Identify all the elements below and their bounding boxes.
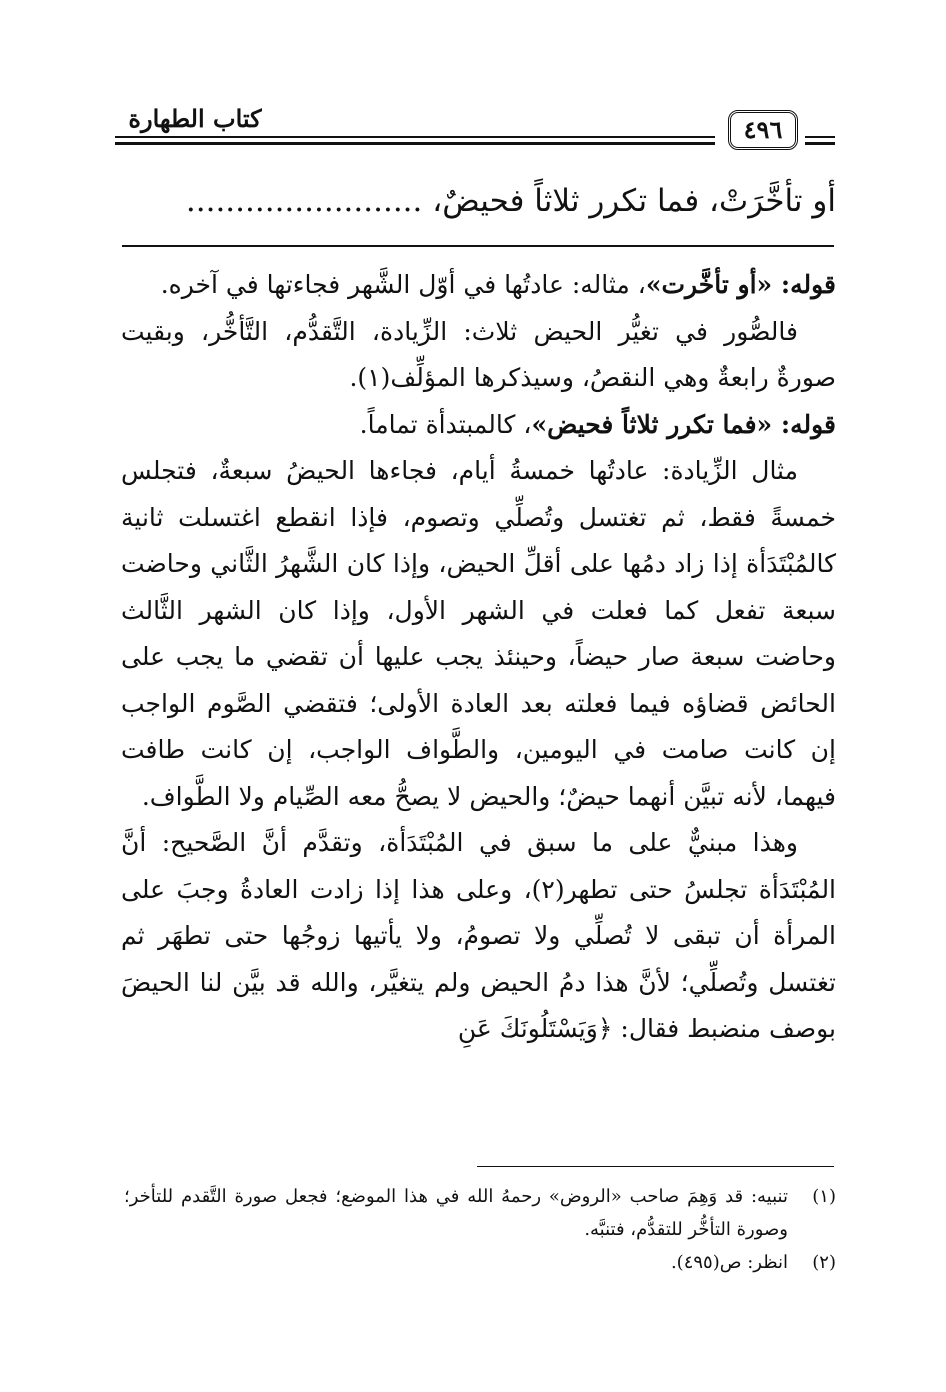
footnote bbox=[124, 1246, 836, 1279]
quoted-phrase: قوله: «أو تأخَّرت» bbox=[645, 270, 836, 299]
header-rule-right-top bbox=[805, 136, 835, 138]
footnote bbox=[124, 1180, 836, 1246]
footnote-number: (١) bbox=[812, 1186, 836, 1207]
page-number: ٤٩٦ bbox=[728, 110, 798, 150]
matn-separator bbox=[122, 245, 834, 247]
footnote-text: انظر: ص(٤٩٥). bbox=[670, 1252, 788, 1273]
paragraph: فالصُّور في تغيُّر الحيض ثلاث: الزِّيادة، التَّقدُّم، التَّأخُّر، وبقيت صورةٌ رابعةٌ وهي النقصُ، وسيذكرها المؤلِّف(١). bbox=[121, 316, 836, 392]
quoted-phrase: قوله: «فما تكرر ثلاثاً فحيض» bbox=[531, 409, 836, 439]
page-header bbox=[115, 96, 835, 166]
paragraph-text: ، كالمبتدأة تماماً. bbox=[359, 409, 532, 439]
header-rule-left-top bbox=[115, 136, 715, 138]
matn-line: أو تأخَّرَتْ، فما تكرر ثلاثاً فحيضٌ، ........................ bbox=[185, 183, 836, 219]
header-rule-right-bottom bbox=[805, 142, 835, 145]
commentary bbox=[121, 262, 836, 1053]
paragraph bbox=[121, 402, 836, 449]
paragraph: مثال الزِّيادة: عادتُها خمسةُ أيام، فجاءها الحيضُ سبعةٌ، فتجلس خمسةً فقط، ثم تغتسل وتُصلِّي وتصوم، فإذا انقطع اغتسلت ثانية كالمُبْتَدَأة إذا زاد دمُها على أقلِّ الحيض، وإذا كان الشَّهرُ الثَّاني وحاضت سبعة تفعل كما فعلت في الشهر الأول، وإذا كان الشهر الثَّالث وحاضت سبعة صار حيضاً، وحينئذ يجب عليها أن تقضي ما يجب على الحائض قضاؤه فيما فعلته بعد العادة الأولى؛ فتقضي الصَّوم الواجب إن كانت صامت في اليومين، والطَّواف الواجب، إن كانت طافت فيهما، لأنه تبيَّن أنهما حيضٌ؛ والحيض لا يصحُّ معه الصِّيام ولا الطَّواف. bbox=[121, 456, 836, 811]
paragraph: وهذا مبنيٌّ على ما سبق في المُبْتَدَأة، وتقدَّم أنَّ الصَّحيح: أنَّ المُبْتَدَأة تجلسُ حتى تطهر(٢)، وعلى هذا إذا زادت العادةُ وجبَ على المرأة أن تبقى لا تُصلِّي ولا تصومُ، ولا يأتيها زوجُها حتى تطهَر ثم تغتسل وتُصلِّي؛ لأنَّ هذا دمُ الحيض ولم يتغيَّر، والله قد بيَّن لنا الحيضَ بوصف منضبط فقال: ﴿وَيَسْتَلُونَكَ عَنِ bbox=[121, 828, 837, 1043]
footnote-separator bbox=[477, 1166, 834, 1167]
running-title: كتاب الطهارة bbox=[128, 104, 262, 133]
footnotes bbox=[124, 1180, 836, 1279]
footnote-text: تنبيه: قد وَهِمَ صاحب «الروض» رحمهُ الله في هذا الموضع؛ فجعل صورة التَّقدم للتأخر؛ وصورة التأخُّر للتقدُّم، فتنبَّه. bbox=[124, 1186, 788, 1240]
footnote-number: (٢) bbox=[812, 1252, 836, 1273]
paragraph bbox=[121, 262, 836, 309]
header-rule-left-bottom bbox=[115, 142, 715, 145]
paragraph-text: ، مثاله: عادتُها في أوّل الشَّهر فجاءتها في آخره. bbox=[160, 270, 646, 299]
